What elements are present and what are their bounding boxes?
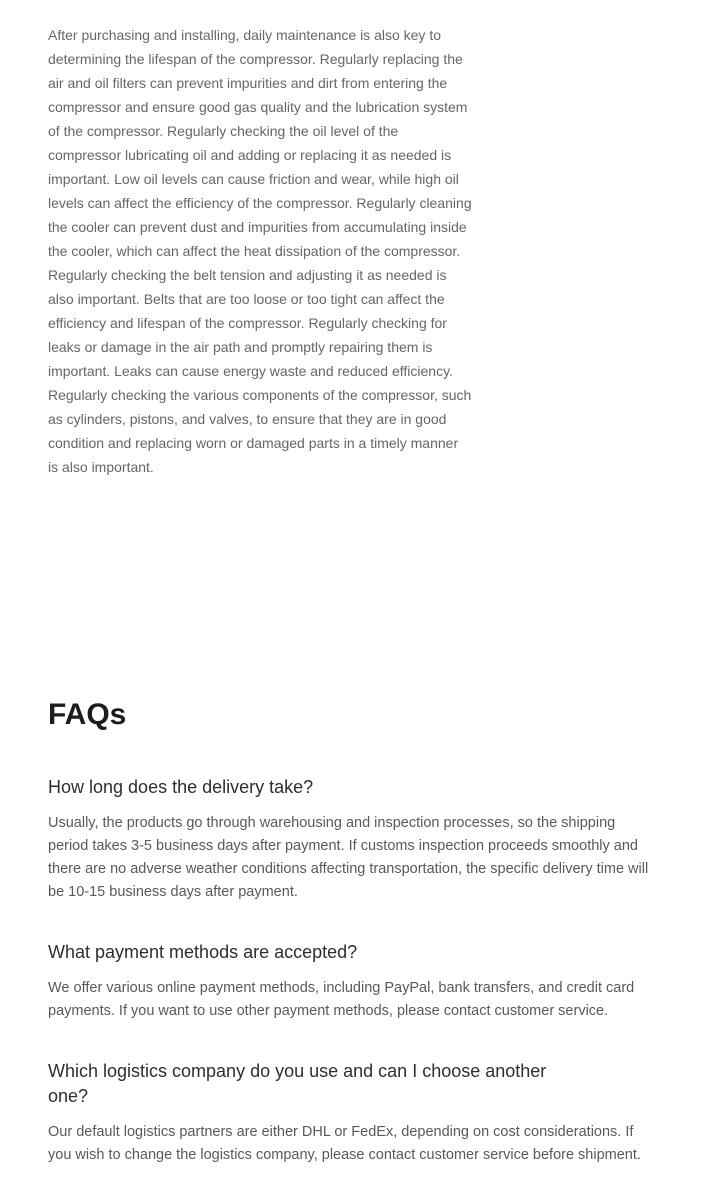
faq-item-logistics <box>48 1059 708 1167</box>
faq-answer-payment: We offer various online payment methods, including PayPal, bank transfers, and credit card payments. If you want to use other payment methods, please contact customer service. <box>48 980 635 1019</box>
faq-question-logistics: Which logistics company do you use and can I choose another one? <box>48 1061 547 1106</box>
faq-heading: FAQs <box>48 698 127 731</box>
faq-item-delivery <box>48 775 708 904</box>
faq-item-payment <box>48 940 708 1023</box>
faq-question-payment: What payment methods are accepted? <box>48 942 358 962</box>
maintenance-section <box>48 23 708 479</box>
maintenance-paragraph: After purchasing and installing, daily maintenance is also key to determining the lifespan of the compressor. Regularly replacing the air and oil filters can prevent impurities and dirt from entering the compressor and ensure good gas quality and the lubrication system of the compressor. Regularly checking the oil level of the compressor lubricating oil and adding or replacing it as needed is important. Low oil levels can cause friction and wear, while high oil levels can affect the efficiency of the compressor. Regularly cleaning the cooler can prevent dust and impurities from accumulating inside the cooler, which can affect the heat dissipation of the compressor. Regularly checking the belt tension and adjusting it as needed is also important. Belts that are too loose or too tight can affect the efficiency and lifespan of the compressor. Regularly checking for leaks or damage in the air path and promptly repairing them is important. Leaks can cause energy waste and reduced efficiency. Regularly checking the various components of the compressor, such as cylinders, pistons, and valves, to ensure that they are in good condition and replacing worn or damaged parts in a timely manner is also important. <box>48 27 472 475</box>
faq-answer-delivery: Usually, the products go through warehousing and inspection processes, so the shipping period takes 3-5 business days after payment. If customs inspection proceeds smoothly and there are no adverse weather conditions affecting transportation, the specific delivery time will be 10-15 business days after payment. <box>48 815 649 900</box>
faq-section <box>48 700 708 1167</box>
faq-question-delivery: How long does the delivery take? <box>48 777 314 797</box>
faq-answer-logistics: Our default logistics partners are either DHL or FedEx, depending on cost considerations. If you wish to change the logistics company, please contact customer service before shipment. <box>48 1124 641 1163</box>
